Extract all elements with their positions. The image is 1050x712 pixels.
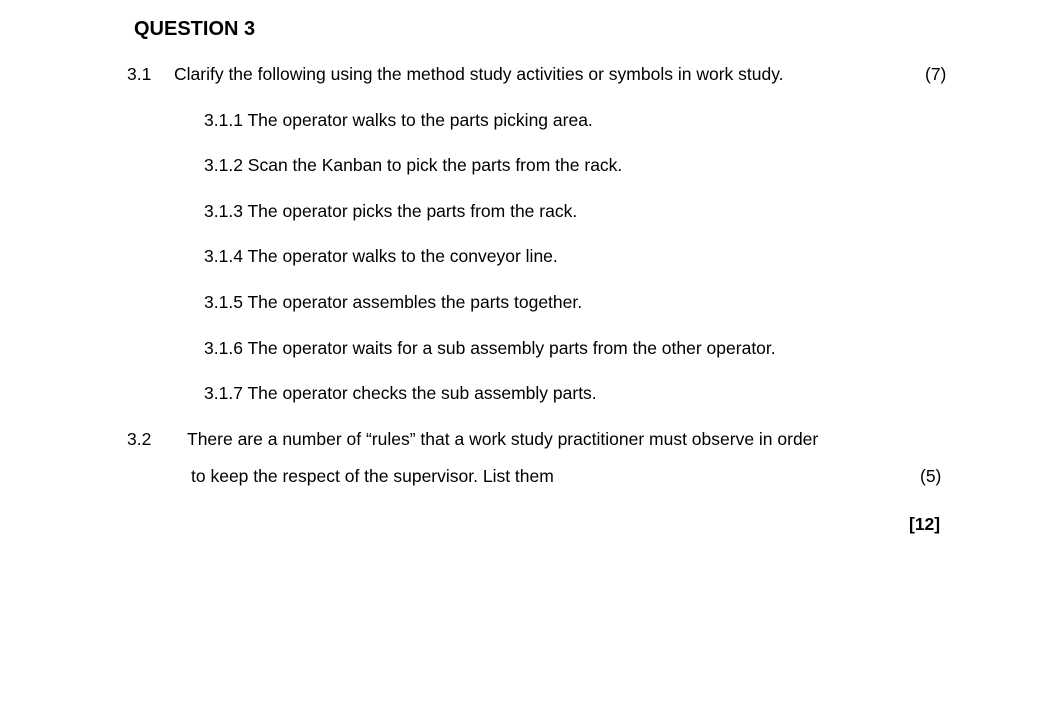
list-item: 3.1.7 The operator checks the sub assembly parts. [204,383,597,403]
list-item: 3.1.5 The operator assembles the parts together. [204,292,583,312]
list-item: 3.1.4 The operator walks to the conveyor line. [204,246,558,266]
question-3-2-marks: (5) [920,466,942,486]
total-marks: [12] [909,514,941,534]
question-3-1-text: Clarify the following using the method study activities or symbols in work study. [174,64,784,84]
list-item: 3.1.3 The operator picks the parts from the rack. [204,201,578,221]
question-3-2-text-line-2: to keep the respect of the supervisor. List them [191,466,554,486]
list-item: 3.1.1 The operator walks to the parts picking area. [204,110,593,130]
list-item: 3.1.6 The operator waits for a sub assembly parts from the other operator. [204,338,776,358]
question-3-2-text-line-1: There are a number of “rules” that a work study practitioner must observe in order [187,429,819,449]
list-item: 3.1.2 Scan the Kanban to pick the parts from the rack. [204,155,623,175]
question-3-1-marks: (7) [925,64,947,84]
question-heading: QUESTION 3 [134,18,256,40]
question-3-1-number: 3.1 [127,64,152,84]
question-3-2-number: 3.2 [127,429,152,449]
